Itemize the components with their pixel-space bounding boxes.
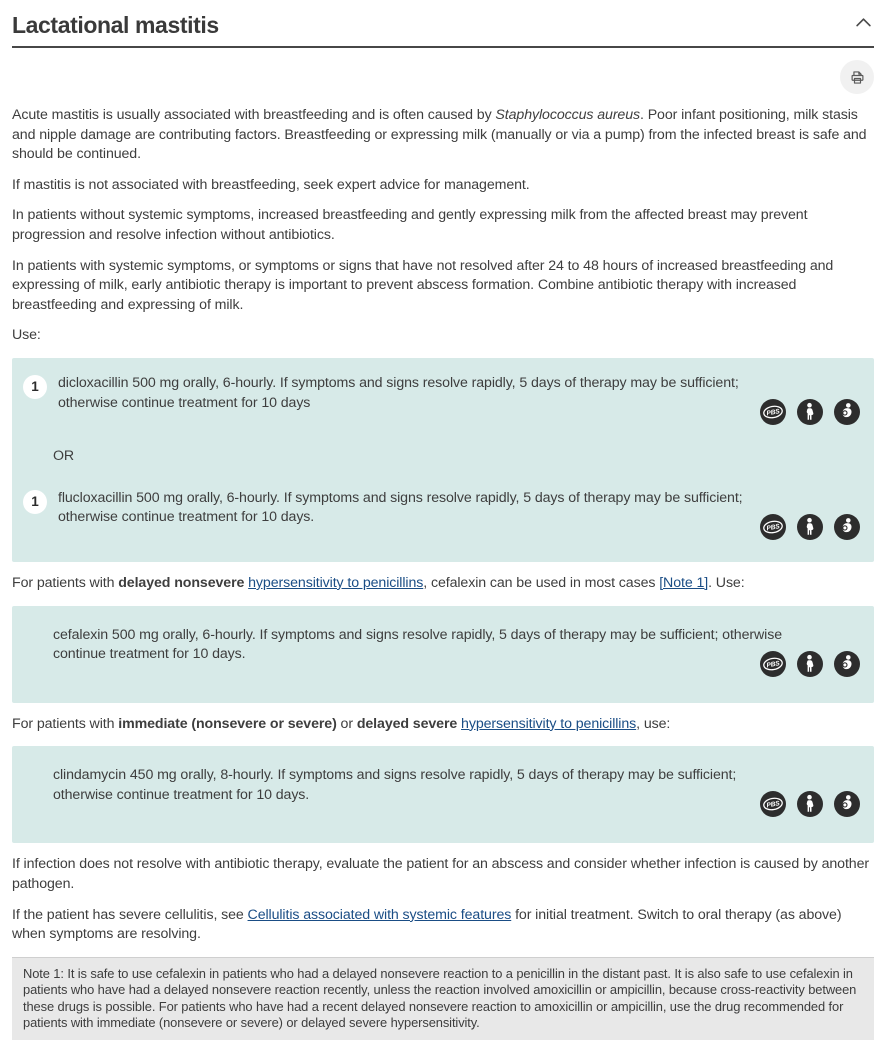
bold-text: delayed severe xyxy=(356,715,458,732)
breastfeeding-icon[interactable] xyxy=(834,791,860,817)
breastfeeding-icon[interactable] xyxy=(834,514,860,540)
collapse-section-button[interactable] xyxy=(853,10,874,34)
note-box xyxy=(12,957,874,1041)
recommendation-box-cefalexin xyxy=(12,606,874,703)
tier-number-badge: 1 xyxy=(23,490,47,514)
note-1-link[interactable]: [Note 1] xyxy=(659,574,709,591)
pregnancy-icon[interactable] xyxy=(797,651,823,677)
use-lead-text: Use: xyxy=(12,327,41,344)
paragraph-immediate-or-delayed-severe-hypersensitivity: For patients with immediate (nonsevere or severe) or delayed severe hypersensitivity to penicillins, use: xyxy=(12,715,671,732)
drug-text-flucloxacillin: flucloxacillin 500 mg orally, 6-hourly. If symptoms and signs resolve rapidly, 5 days of therapy may be sufficient; otherwise continue treatment for 10 days. xyxy=(58,489,743,526)
print-button[interactable] xyxy=(840,60,874,94)
svg-text:PBS: PBS xyxy=(765,800,781,810)
drug-item-clindamycin xyxy=(23,766,860,817)
bold-text: immediate (nonsevere or severe) xyxy=(118,715,337,732)
pregnancy-icon[interactable] xyxy=(797,399,823,425)
drug-text-dicloxacillin: dicloxacillin 500 mg orally, 6-hourly. If symptoms and signs resolve rapidly, 5 days of therapy may be sufficient; otherwise continue treatment for 10 days xyxy=(58,374,739,411)
drug-item-dicloxacillin xyxy=(23,374,860,425)
svg-text:PBS: PBS xyxy=(765,523,781,533)
drug-item-cefalexin xyxy=(23,626,860,677)
drug-body xyxy=(53,766,860,817)
hypersensitivity-to-penicillins-link[interactable]: hypersensitivity to penicillins xyxy=(461,715,637,732)
bold-text: delayed nonsevere xyxy=(118,574,245,591)
or-separator: OR xyxy=(53,448,75,465)
note-1-text: Note 1: It is safe to use cefalexin in patients who had a delayed nonsevere reaction to a penicillin in the distant past. It is also safe to use cefalexin in patients who have had a delayed nonsevere reaction recently, unless the reaction involved amoxicillin or ampicillin, because cross-reactivity between these drugs is possible. For patients who have had a recent delayed nonsevere reaction to amoxicillin or ampicillin, use the drug recommended for patients with immediate (nonsevere or severe) or delayed severe hypersensitivity. xyxy=(23,965,857,1031)
hypersensitivity-to-penicillins-link[interactable]: hypersensitivity to penicillins xyxy=(248,574,424,591)
paragraph-severe-cellulitis: If the patient has severe cellulitis, see Cellulitis associated with systemic features for initial treatment. Switch to oral therapy (as above) when symptoms are resolving. xyxy=(12,906,842,943)
recommendation-box-clindamycin xyxy=(12,746,874,843)
cellulitis-associated-with-systemic-features-link[interactable]: Cellulitis associated with systemic features xyxy=(247,906,512,923)
drug-item-flucloxacillin xyxy=(23,489,860,540)
topic-header xyxy=(12,10,874,40)
paragraph-infection-not-resolving: If infection does not resolve with antibiotic therapy, evaluate the patient for an abscess and consider whether infection is caused by another pathogen. xyxy=(12,856,870,893)
pregnancy-icon[interactable] xyxy=(797,514,823,540)
printer-icon xyxy=(848,68,867,87)
page-title: Lactational mastitis xyxy=(12,12,219,38)
staphylococcus-aureus-italic: Staphylococcus aureus xyxy=(495,107,641,123)
chevron-up-icon xyxy=(855,16,872,28)
drug-body xyxy=(53,626,860,677)
paragraph-acute-mastitis: Acute mastitis is usually associated with breastfeeding and is often caused by Staphylococcus aureus. Poor infant positioning, milk stasis and nipple damage are contributing factors. Breastfeeding or expressing milk (manually or via a pump) from the infected breast is safe and should be continued. xyxy=(12,107,867,163)
drug-body xyxy=(58,374,860,425)
paragraph-with-systemic-symptoms: In patients with systemic symptoms, or symptoms or signs that have not resolved after 24 to 48 hours of increased breastfeeding and expressing of milk, early antibiotic therapy is important to prevent abscess formation. Combine antibiotic therapy with increased breastfeeding and expressing of milk. xyxy=(12,257,834,313)
drug-body xyxy=(58,489,860,540)
drug-text-cefalexin: cefalexin 500 mg orally, 6-hourly. If symptoms and signs resolve rapidly, 5 days of therapy may be sufficient; otherwise continue treatment for 10 days. xyxy=(53,626,782,663)
drug-text-clindamycin: clindamycin 450 mg orally, 8-hourly. If symptoms and signs resolve rapidly, 5 days of therapy may be sufficient; otherwise continue treatment for 10 days. xyxy=(53,767,737,803)
recommendation-box-first-line xyxy=(12,358,874,562)
toolbar xyxy=(12,60,874,94)
breastfeeding-icon[interactable] xyxy=(834,399,860,425)
title-divider xyxy=(12,46,874,48)
pregnancy-icon[interactable] xyxy=(797,791,823,817)
svg-text:PBS: PBS xyxy=(765,659,781,670)
tier-number-badge: 1 xyxy=(23,375,47,399)
pbs-icon[interactable] xyxy=(760,514,786,540)
svg-text:PBS: PBS xyxy=(765,408,781,418)
pbs-icon[interactable] xyxy=(760,399,786,425)
pbs-icon[interactable] xyxy=(760,651,786,677)
paragraph-delayed-nonsevere-hypersensitivity: For patients with delayed nonsevere hypersensitivity to penicillins, cefalexin can be used in most cases [Note 1]. Use: xyxy=(12,574,745,591)
pbs-icon[interactable] xyxy=(760,791,786,817)
paragraph-non-breastfeeding-mastitis: If mastitis is not associated with breastfeeding, seek expert advice for management. xyxy=(12,176,530,193)
paragraph-without-systemic-symptoms: In patients without systemic symptoms, increased breastfeeding and gently expressing milk from the affected breast may prevent progression and resolve infection without antibiotics. xyxy=(12,207,808,243)
breastfeeding-icon[interactable] xyxy=(834,651,860,677)
